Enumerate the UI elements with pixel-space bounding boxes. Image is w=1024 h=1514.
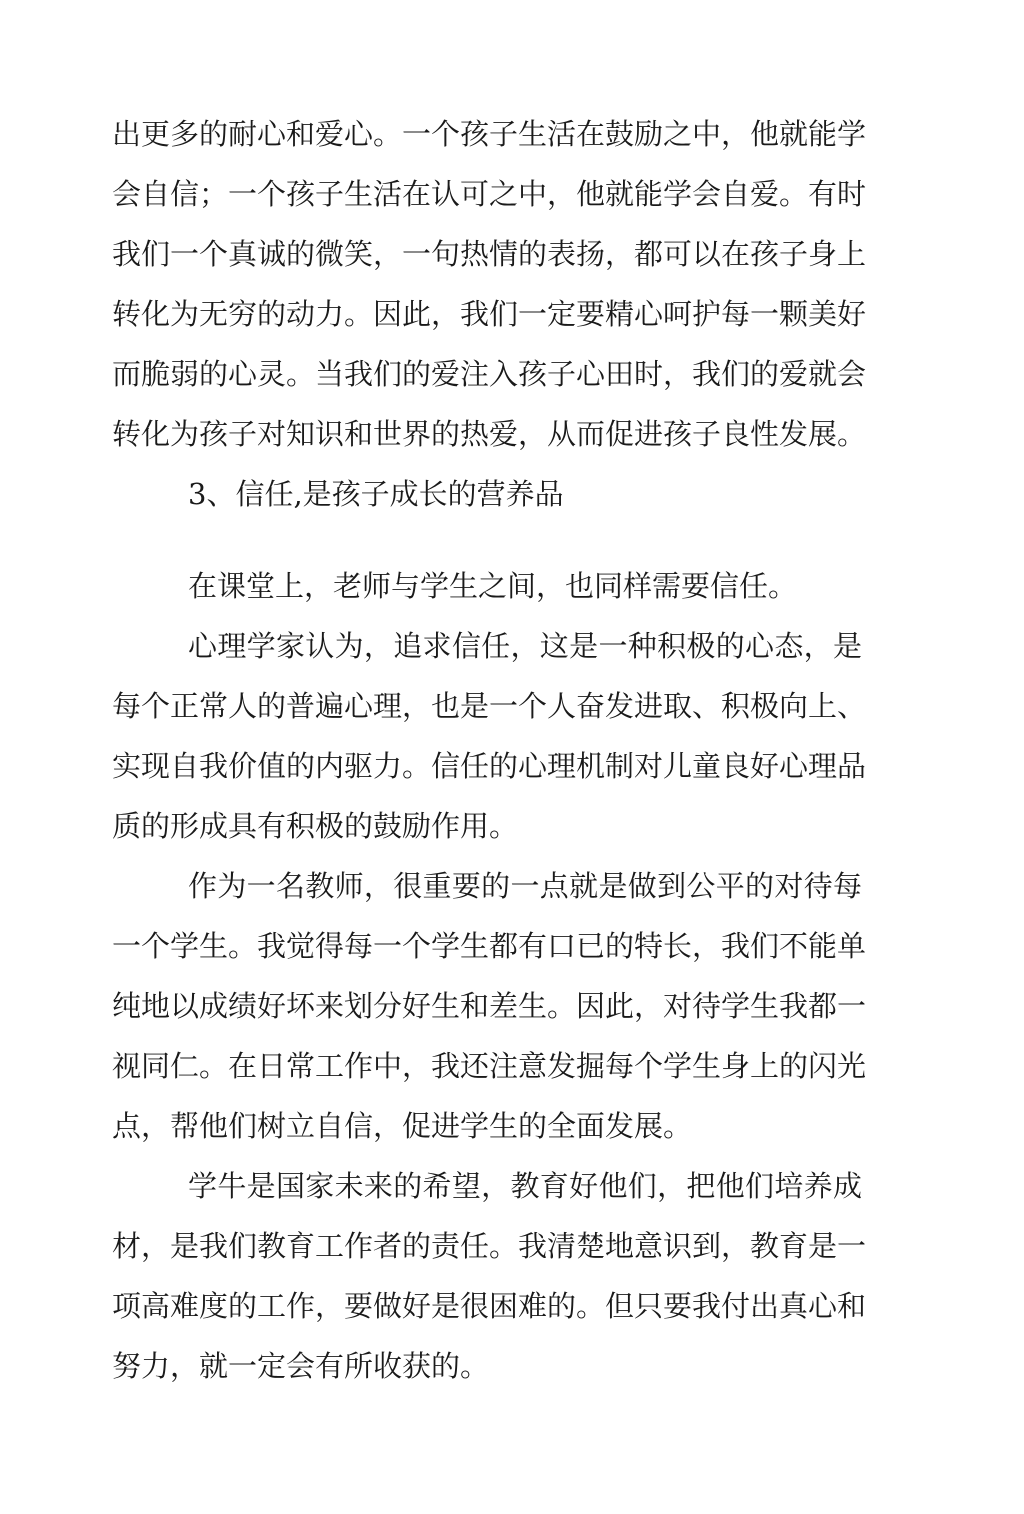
document-body [112,104,867,1396]
paragraph-3 [112,616,867,856]
text-line: 视同仁。在日常工作中，我还注意发掘每个学生身上的闪光 [112,1049,867,1083]
text-line: 纯地以成绩好坏来划分好生和差生。因此，对待学生我都一 [112,989,867,1023]
text-line: 转化为孩子对知识和世界的热爱，从而促进孩子良性发展。 [112,417,867,451]
paragraph-5 [112,1156,867,1396]
paragraph-1 [112,104,867,464]
text-line: 实现自我价值的内驱力。信任的心理机制对儿童良好心理品 [112,749,867,783]
paragraph-4 [112,856,867,1156]
text-line: 项高难度的工作，要做好是很困难的。但只要我付出真心和 [112,1289,867,1323]
text-line: 努力，就一定会有所收获的。 [112,1349,490,1383]
text-line: 心理学家认为，追求信任，这是一种积极的心态，是 [188,629,862,663]
text-line: 而脆弱的心灵。当我们的爱注入孩子心田时，我们的爱就会 [112,357,867,391]
text-line: 转化为无穷的动力。因此，我们一定要精心呵护每一颗美好 [112,297,867,331]
text-line: 每个正常人的普遍心理，也是一个人奋发进取、积极向上、 [112,689,867,723]
text-line: 作为一名教师，很重要的一点就是做到公平的对待每 [188,869,862,903]
heading-text: 3、信任,是孩子成长的营养品 [188,477,564,511]
text-line: 我们一个真诚的微笑，一句热情的表扬，都可以在孩子身上 [112,237,867,271]
section-heading [112,464,862,524]
text-line: 一个学生。我觉得每一个学生都有口已的特长，我们不能单 [112,929,867,963]
text-line: 会自信；一个孩子生活在认可之中，他就能学会自爱。有时 [112,177,867,211]
text-line: 出更多的耐心和爱心。一个孩子生活在鼓励之中，他就能学 [112,117,867,151]
text-line: 质的形成具有积极的鼓励作用。 [112,809,519,843]
paragraph-2 [112,556,862,616]
spacer [112,524,862,556]
text-line: 材，是我们教育工作者的责任。我清楚地意识到，教育是一 [112,1229,867,1263]
text-line: 点，帮他们树立自信，促进学生的全面发展。 [112,1109,693,1143]
text-line: 在课堂上，老师与学生之间，也同样需要信任。 [188,569,798,603]
text-line: 学牛是国家未来的希望，教育好他们，把他们培养成 [188,1169,862,1203]
